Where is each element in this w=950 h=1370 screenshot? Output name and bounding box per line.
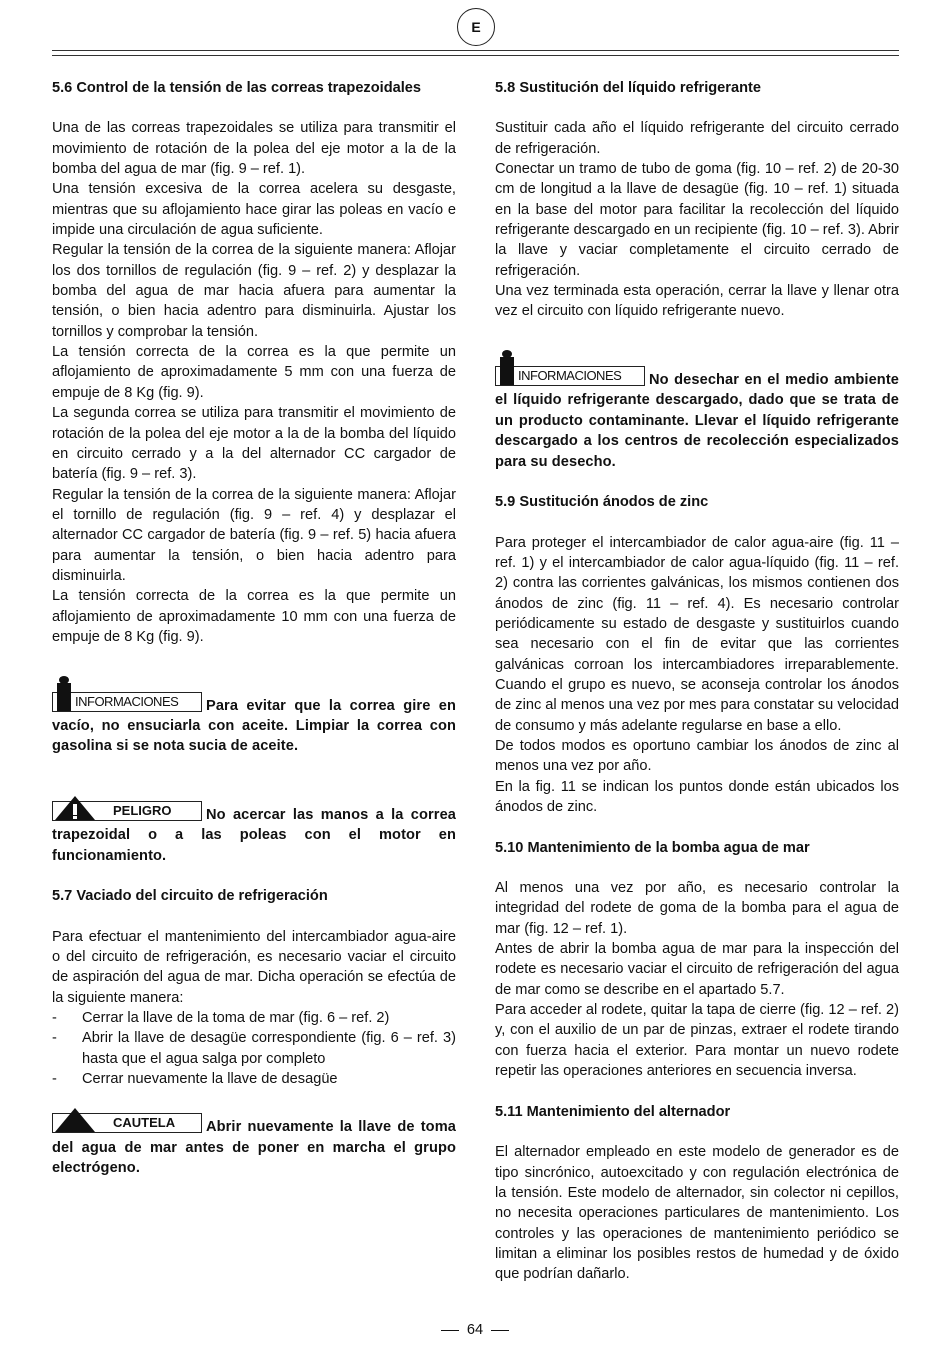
section-5-6-paragraph: La tensión correcta de la correa es la que permite un aflojamiento de aproximadamente 5 mm con una fuerza de empuje de 8 Kg (fig. 9). [52,344,456,401]
danger-badge: PELIGRO [52,801,202,821]
section-5-9-title: 5.9 Sustitución ánodos de zinc [495,494,709,511]
header-rule-top [52,50,899,51]
section-5-6-paragraph: Regular la tensión de la correa de la siguiente manera: Aflojar el tornillo de regulación (fig. 9 – ref. 4) y desplazar el alternador CC cargador de batería (fig. 9 – ref. 5) hacia afuera para aumentar la tensión, o bien hacia adentro para disminuirla. [52,486,456,584]
section-5-10-paragraph: Antes de abrir la bomba agua de mar para la inspección del rodete es necesario vaciar el circuito de refrigeración del agua de mar como se describe en el apartado 5.7. [495,941,899,998]
section-5-8-paragraph: Una vez terminada esta operación, cerrar la llave y llenar otra vez el circuito con líquido refrigerante nuevo. [495,283,899,320]
section-5-8-paragraph: Sustituir cada año el líquido refrigerante del circuito cerrado de refrigeración. [495,120,899,157]
section-5-9-paragraph: De todos modos es oportuno cambiar los ánodos de zinc al menos una vez por año. [495,737,899,775]
info-icon [500,357,514,385]
section-5-6-paragraph: Una de las correas trapezoidales se utiliza para transmitir el movimiento de rotación de la polea del eje motor a la de la bomba del agua de mar (fig. 9 – ref. 1). [52,120,456,178]
section-5-11-title: 5.11 Mantenimiento del alternador [495,1103,731,1120]
section-5-9-paragraph: En la fig. 11 se indican los puntos donde están ubicados los ánodos de zinc. [495,778,899,815]
section-5-6-paragraph: Regular la tensión de la correa de la siguiente manera: Aflojar los dos tornillos de regulación (fig. 9 – ref. 2) y desplazar la bomba del agua de mar hacia afuera para aumentar la tensión, o bien hacia adentro para disminuirla. Ajustar los tornillos y comprobar la tensión. [52,242,456,340]
section-5-10-title: 5.10 Mantenimiento de la bomba agua de mar [495,839,810,856]
caution-notice: CAUTELA Abrir nuevamente la llave de toma del agua de mar antes de poner en marcha el grupo electrógeno. [52,1113,456,1178]
section-5-11-paragraph: El alternador empleado en este modelo de generador es de tipo sincrónico, autoexcitado y con regulación electrónica de la tensión. Este modelo de alternador, sin colector ni cepillos, no necesita operaciones particulares de mantenimiento. Los controles y las operaciones de mantenimiento periódico se limitan a eliminar los posibles restos de humedad y de óxido que podrían dañarlo. [495,1144,899,1283]
section-5-8-title: 5.8 Sustitución del líquido refrigerante [495,80,761,96]
info-notice: INFORMACIONES Para evitar que la correa gire en vacío, no ensuciarla con aceite. Limpiar la correa con gasolina si se nota sucia de aceite. [52,692,456,757]
page-number: 64 [0,1322,950,1338]
list-item: - Abrir la llave de desagüe correspondiente (fig. 6 – ref. 3) hasta que el agua salga por completo [52,1028,456,1069]
language-badge: E [457,8,495,46]
section-5-7-paragraph: Para efectuar el mantenimiento del intercambiador agua-aire o del circuito de refrigeración, es necesario vaciar el circuito de aspiración del agua de mar. Dicha operación se efectúa de la siguiente manera: [52,928,456,1006]
left-column [52,78,456,1179]
info-icon [57,683,71,711]
section-5-10-paragraph: Para acceder al rodete, quitar la tapa de cierre (fig. 12 – ref. 2) y, con el auxilio de un par de pinzas, extraer el rodete tirando con fuerza hacia el exterior. Para montar un nuevo rodete repetir las operaciones anteriores en secuencia inversa. [495,1002,899,1080]
list-item: - Cerrar la llave de la toma de mar (fig. 6 – ref. 2) [52,1008,456,1028]
section-5-7-title: 5.7 Vaciado del circuito de refrigeración [52,888,328,905]
caution-badge: CAUTELA [52,1113,202,1133]
section-5-6-title: 5.6 Control de la tensión de las correas trapezoidales [52,80,422,96]
danger-notice: PELIGRO No acercar las manos a la correa trapezoidal o a las poleas con el motor en funcionamiento. [52,801,456,866]
section-5-8-paragraph: Conectar un tramo de tubo de goma (fig. 10 – ref. 2) de 20-30 cm de longitud a la llave de desagüe (fig. 10 – ref. 1) situada en la base del motor para facilitar la recolección del líquido refrigerante descargado en un recipiente (fig. 10 – ref. 3). Abrir la llave y vaciar completamente el circuito cerrado de refrigeración. [495,161,899,279]
section-5-6-paragraph: Una tensión excesiva de la correa acelera su desgaste, mientras que su aflojamiento hace girar las poleas en vacío e impide una circulación de agua suficiente. [52,181,456,239]
section-5-6-paragraph: La tensión correcta de la correa es la que permite un aflojamiento de aproximadamente 10 mm con una fuerza de empuje de 8 Kg (fig. 9). [52,588,456,645]
info-badge: INFORMACIONES [52,692,202,712]
header-rule-bottom [52,55,899,56]
section-5-6-paragraph: La segunda correa se utiliza para transmitir el movimiento de rotación de la polea del eje motor a la de la bomba del líquido en circuito cerrado y a la del alternador CC cargador de batería (fig. 9 – ref. 3). [52,405,456,483]
caution-hand-icon [55,1108,95,1132]
section-5-10-paragraph: Al menos una vez por año, es necesario controlar la integridad del rodete de goma de la bomba para el agua de mar (fig. 12 – ref. 1). [495,880,899,937]
section-5-7-steps [52,1008,456,1089]
right-column [495,78,899,1285]
info-notice: INFORMACIONES No desechar en el medio ambiente el líquido refrigerante descargado, dado que se trata de un producto contaminante. Llevar el líquido refrigerante descargado a los centros de recolección especializados para su desecho. [495,366,899,472]
section-5-9-paragraph: Para proteger el intercambiador de calor agua-aire (fig. 11 – ref. 1) y el intercambiador de calor agua-líquido (fig. 11 – ref. 2) contra las corrientes galvánicas, los mismos contienen dos ánodos de zinc (fig. 11 – ref. 4). Es necesario controlar periódicamente su estado de desgaste y sustituirlos cuando sea necesario con el fin de evitar que las corrientes galvánicas corroan los intercambiadores irreparablemente. Cuando el grupo es nuevo, se aconseja controlar los ánodos de zinc al menos una vez por mes para constatar su velocidad de consumo y más adelante regularse en base a ello. [495,534,899,734]
list-item: - Cerrar nuevamente la llave de desagüe [52,1069,456,1089]
info-badge: INFORMACIONES [495,366,645,386]
